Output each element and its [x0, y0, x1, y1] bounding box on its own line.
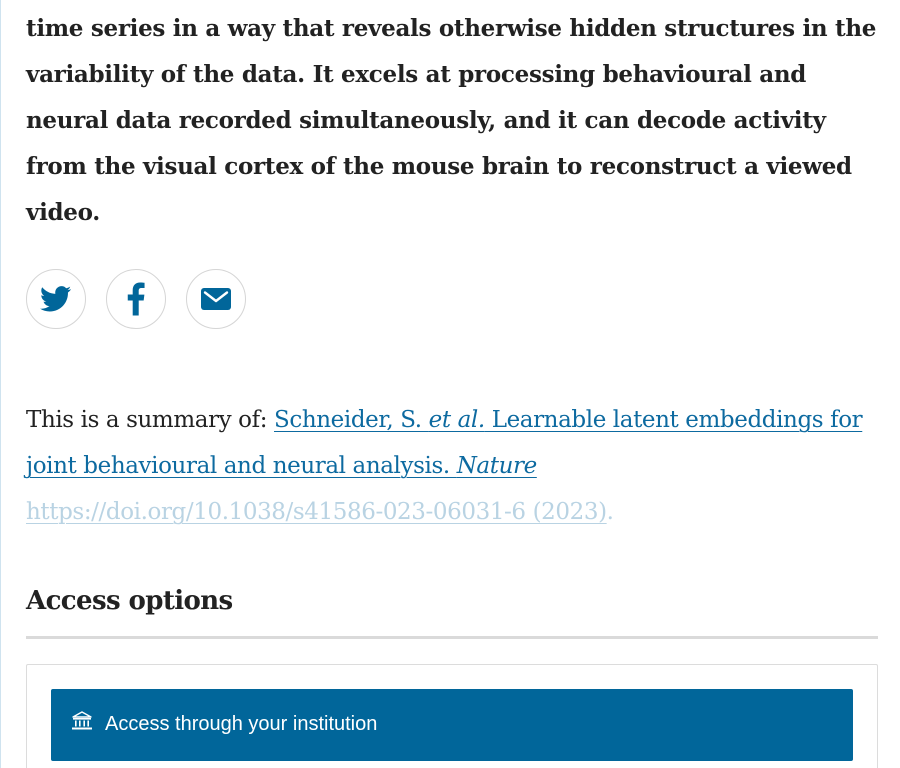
share-twitter-button[interactable]: [26, 269, 86, 329]
page-edge-line: [0, 0, 1, 768]
access-through-institution-label: Access through your institution: [105, 712, 378, 735]
access-options-box: [26, 664, 878, 768]
citation-authors: Schneider, S.: [274, 407, 429, 433]
citation-etal: et al.: [428, 407, 485, 433]
email-icon: [201, 288, 231, 310]
access-options-divider: [26, 636, 878, 639]
facebook-icon: [127, 282, 145, 316]
citation-title: Learnable latent embeddings for joint behavioural and neural analysis.: [26, 407, 863, 479]
institution-icon: [71, 711, 93, 731]
citation-journal: Nature: [456, 453, 537, 479]
article-abstract: time series in a way that reveals otherwise hidden structures in the variability of the data. It excels at processing behavioural and neural data recorded simultaneously, and it can decode activity from the visual cortex of the mouse brain to reconstruct a viewed video.: [26, 15, 877, 226]
share-buttons: [26, 269, 246, 329]
summary-prefix: This is a summary of:: [26, 407, 274, 433]
summary-suffix: .: [606, 499, 614, 525]
summary-citation: [26, 397, 878, 535]
doi-link[interactable]: https://doi.org/10.1038/s41586-023-06031-6 (2023): [26, 499, 607, 525]
access-options-heading: Access options: [26, 586, 233, 616]
twitter-icon: [40, 286, 72, 312]
access-through-institution-button[interactable]: [51, 689, 853, 761]
share-email-button[interactable]: [186, 269, 246, 329]
share-facebook-button[interactable]: [106, 269, 166, 329]
